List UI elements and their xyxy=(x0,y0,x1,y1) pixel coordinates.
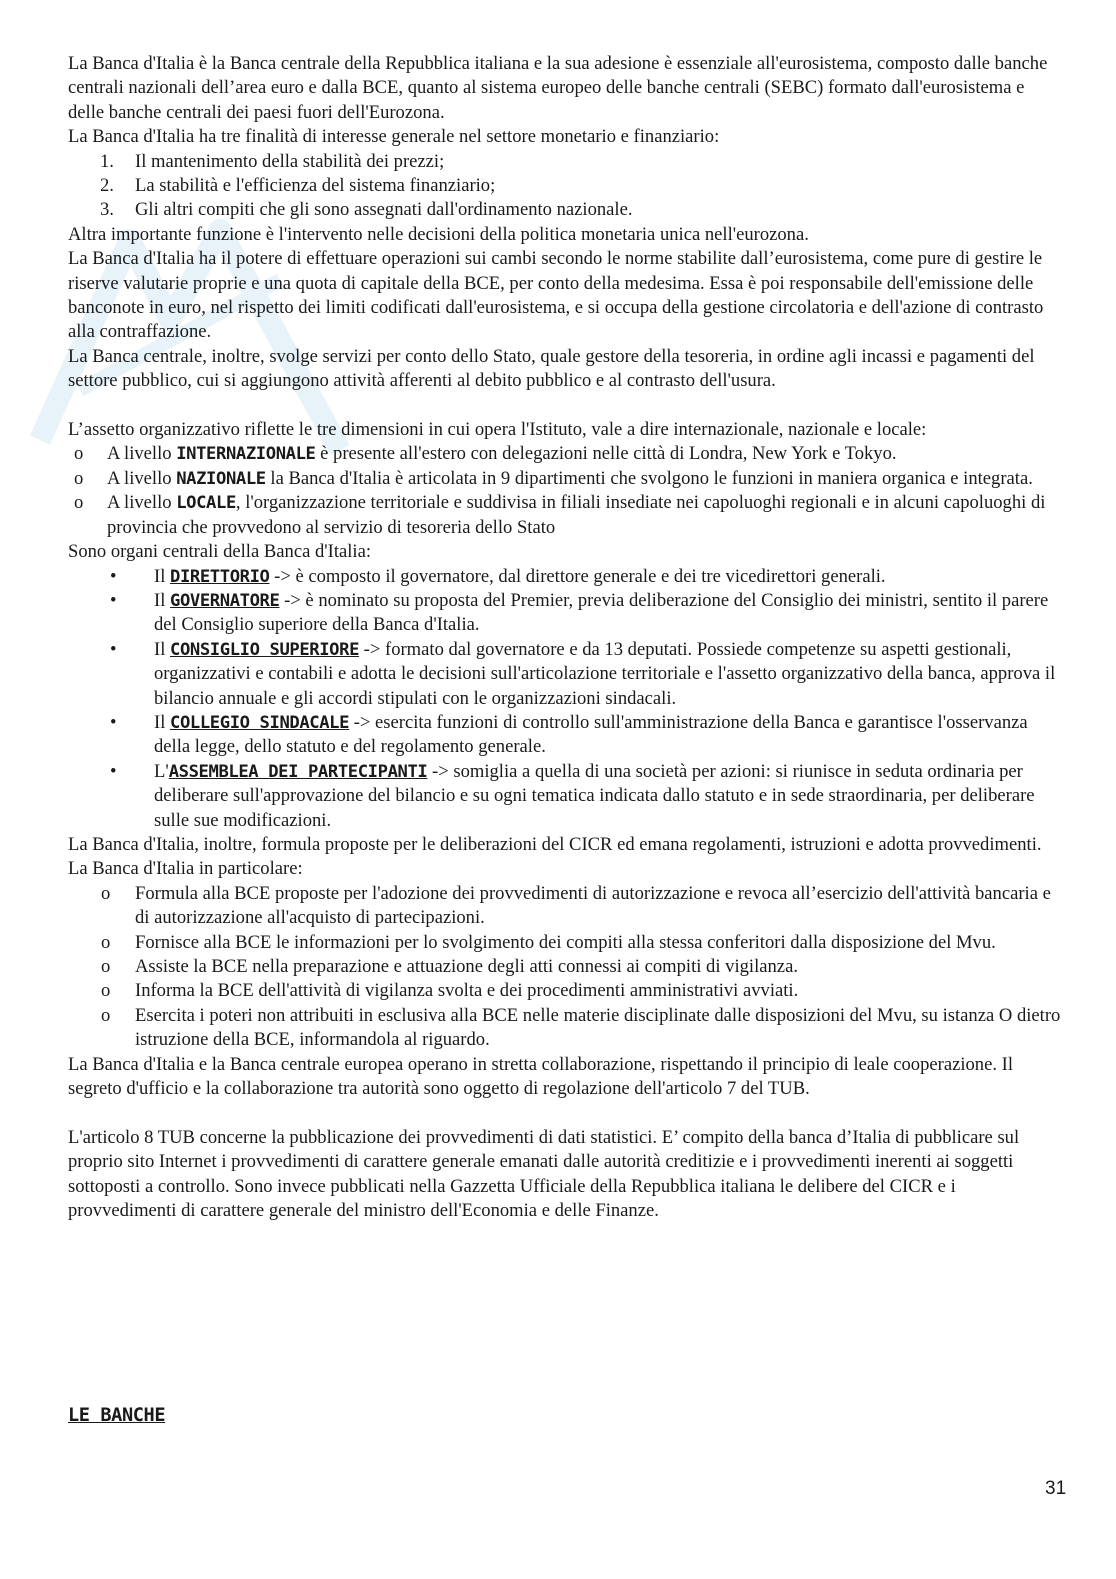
list-item: 2. La stabilità e l'efficienza del sistema finanziario; xyxy=(100,175,496,197)
list-item: o Informa la BCE dell'attività di vigilanza svolta e dei procedimenti amministrativi avviati. xyxy=(68,979,1064,1003)
bullet-icon: • xyxy=(110,711,117,733)
circle-bullet-icon: o xyxy=(101,1004,111,1026)
bullet-icon: • xyxy=(110,565,117,587)
circle-bullet-icon: o xyxy=(101,980,111,1002)
intro-paragraph-3: Altra importante funzione è l'intervento nelle decisioni della politica monetaria unica nell'eurozona. xyxy=(68,223,809,245)
bullet-icon: • xyxy=(110,638,117,660)
cicr-intro: La Banca d'Italia, inoltre, formula proposte per le deliberazioni del CICR ed emana regolamenti, istruzioni e adotta provvedimenti. La Banca d'Italia in particolare: xyxy=(68,833,1042,880)
assetto-intro: L’assetto organizzativo riflette le tre dimensioni in cui opera l'Istituto, vale a dire internazionale, nazionale e locale: xyxy=(68,419,927,441)
list-item: • Il GOVERNATORE -> è nominato su proposta del Premier, previa deliberazione del Consiglio dei ministri, sentito il parere del Consiglio superiore della Banca d'Italia. xyxy=(110,589,1049,636)
list-item: o Esercita i poteri non attribuiti in esclusiva alla BCE nelle materie disciplinate dalle disposizioni del Mvu, su istanza O dietro istruzione della BCE, informandola al riguardo. xyxy=(101,1004,1061,1051)
assetto-levels-list xyxy=(68,442,1064,540)
section-heading: LE BANCHE xyxy=(68,1405,166,1426)
article-8-paragraph: L'articolo 8 TUB concerne la pubblicazione dei provvedimenti di dati statistici. E’ compito della banca d’Italia di pubblicare sul proprio sito Internet i provvedimenti di carattere generale emanati dalle autorità creditizie e i provvedimenti inerenti ai soggetti sottoposti a controllo. Sono invece pubblicati nella Gazzetta Ufficiale della Repubblica italiana le delibere del CICR e i provvedimenti di carattere generale del ministro dell'Economia e delle Finanze. xyxy=(68,1126,1020,1222)
intro-paragraph-2: La Banca d'Italia ha tre finalità di interesse generale nel settore monetario e finanziario: xyxy=(68,126,720,148)
cicr-list xyxy=(68,882,1064,1053)
organi-intro: Sono organi centrali della Banca d'Italia: xyxy=(68,541,371,563)
list-item: 3. Gli altri compiti che gli sono assegnati dall'ordinamento nazionale. xyxy=(100,199,633,221)
list-item: • L'ASSEMBLEA DEI PARTECIPANTI -> somiglia a quella di una società per azioni: si riunisce in seduta ordinaria per deliberare sull'approvazione del bilancio e su ogni tematica indicata dallo statuto e in sede straordinaria, per deliberare sulle sue modificazioni. xyxy=(110,760,1035,831)
document-body xyxy=(68,52,1064,1223)
list-item: • Il COLLEGIO SINDACALE -> esercita funzioni di controllo sull'amministrazione della Banca e garantisce l'osservanza della legge, dello statuto e del regolamento generale. xyxy=(110,711,1028,758)
circle-bullet-icon: o xyxy=(101,931,111,953)
organi-list xyxy=(68,565,1064,833)
intro-paragraph-1: La Banca d'Italia è la Banca centrale della Repubblica italiana e la sua adesione è essenziale all'eurosistema, composto dalle banche centrali nazionali dell’area euro e dalla BCE, quanto al sistema europeo delle banche centrali (SEBC) formato dall'eurosistema e delle banche centrali dei paesi fuori dell'Eurozona. xyxy=(68,53,1048,123)
finalita-list xyxy=(68,150,1064,223)
circle-bullet-icon: o xyxy=(101,882,111,904)
list-item: o A livello NAZIONALE la Banca d'Italia è articolata in 9 dipartimenti che svolgono le funzioni in maniera organica e integrata. xyxy=(68,467,1064,491)
intro-paragraph-5: La Banca centrale, inoltre, svolge servizi per conto dello Stato, quale gestore della tesoreria, in ordine agli incassi e pagamenti del settore pubblico, cui si aggiungono attività afferenti al debito pubblico e al contrasto dell'usura. xyxy=(68,345,1035,392)
intro-paragraph-4: La Banca d'Italia ha il potere di effettuare operazioni sui cambi secondo le norme stabilite dall’eurosistema, come pure di gestire le riserve valutarie proprie e una quota di capitale della BCE, per conto della medesima. Essa è poi responsabile dell'emissione delle banconote in euro, nel rispetto dei limiti codificati dall'eurosistema, e si occupa della gestione circolatoria e dell'azione di contrasto alla contraffazione. xyxy=(68,248,1044,343)
circle-bullet-icon: o xyxy=(101,956,111,978)
list-item: • Il CONSIGLIO SUPERIORE -> formato dal governatore e da 13 deputati. Possiede competenze su aspetti gestionali, organizzativi e contabili e adotta le decisioni sull'articolazione territoriale e l'assetto organizzativo della banca, approva il bilancio annuale e gli accordi stipulati con le organizzazioni sindacali. xyxy=(110,638,1056,709)
cicr-closing: La Banca d'Italia e la Banca centrale europea operano in stretta collaborazione, rispettando il principio di leale cooperazione. Il segreto d'ufficio e la collaborazione tra autorità sono oggetto di regolazione dell'articolo 7 del TUB. xyxy=(68,1053,1013,1100)
list-item: 1. Il mantenimento della stabilità dei prezzi; xyxy=(100,150,445,172)
page-number: 31 xyxy=(1045,1478,1067,1499)
list-item: o Assiste la BCE nella preparazione e attuazione degli atti connessi ai compiti di vigilanza. xyxy=(68,955,1064,979)
list-item: • Il DIRETTORIO -> è composto il governatore, dal direttore generale e dei tre vicedirettori generali. xyxy=(68,565,1064,589)
list-item: o Formula alla BCE proposte per l'adozione dei provvedimenti di autorizzazione e revoca all’esercizio dell'attività bancaria e di autorizzazione all'acquisto di partecipazioni. xyxy=(101,882,1051,929)
list-item: o A livello INTERNAZIONALE è presente all'estero con delegazioni nelle città di Londra, New York e Tokyo. xyxy=(68,442,1064,466)
list-item: o Fornisce alla BCE le informazioni per lo svolgimento dei compiti alla stessa conferitori dalla disposizione del Mvu. xyxy=(68,931,1064,955)
bullet-icon: • xyxy=(110,760,117,782)
list-item: o A livello LOCALE, l'organizzazione territoriale e suddivisa in filiali insediate nei capoluoghi regionali e in alcuni capoluoghi di provincia che provvedono al servizio di tesoreria dello Stato xyxy=(74,492,1046,538)
bullet-icon: • xyxy=(110,589,117,611)
circle-bullet-icon: o xyxy=(74,467,84,489)
circle-bullet-icon: o xyxy=(74,443,84,465)
circle-bullet-icon: o xyxy=(74,492,84,514)
